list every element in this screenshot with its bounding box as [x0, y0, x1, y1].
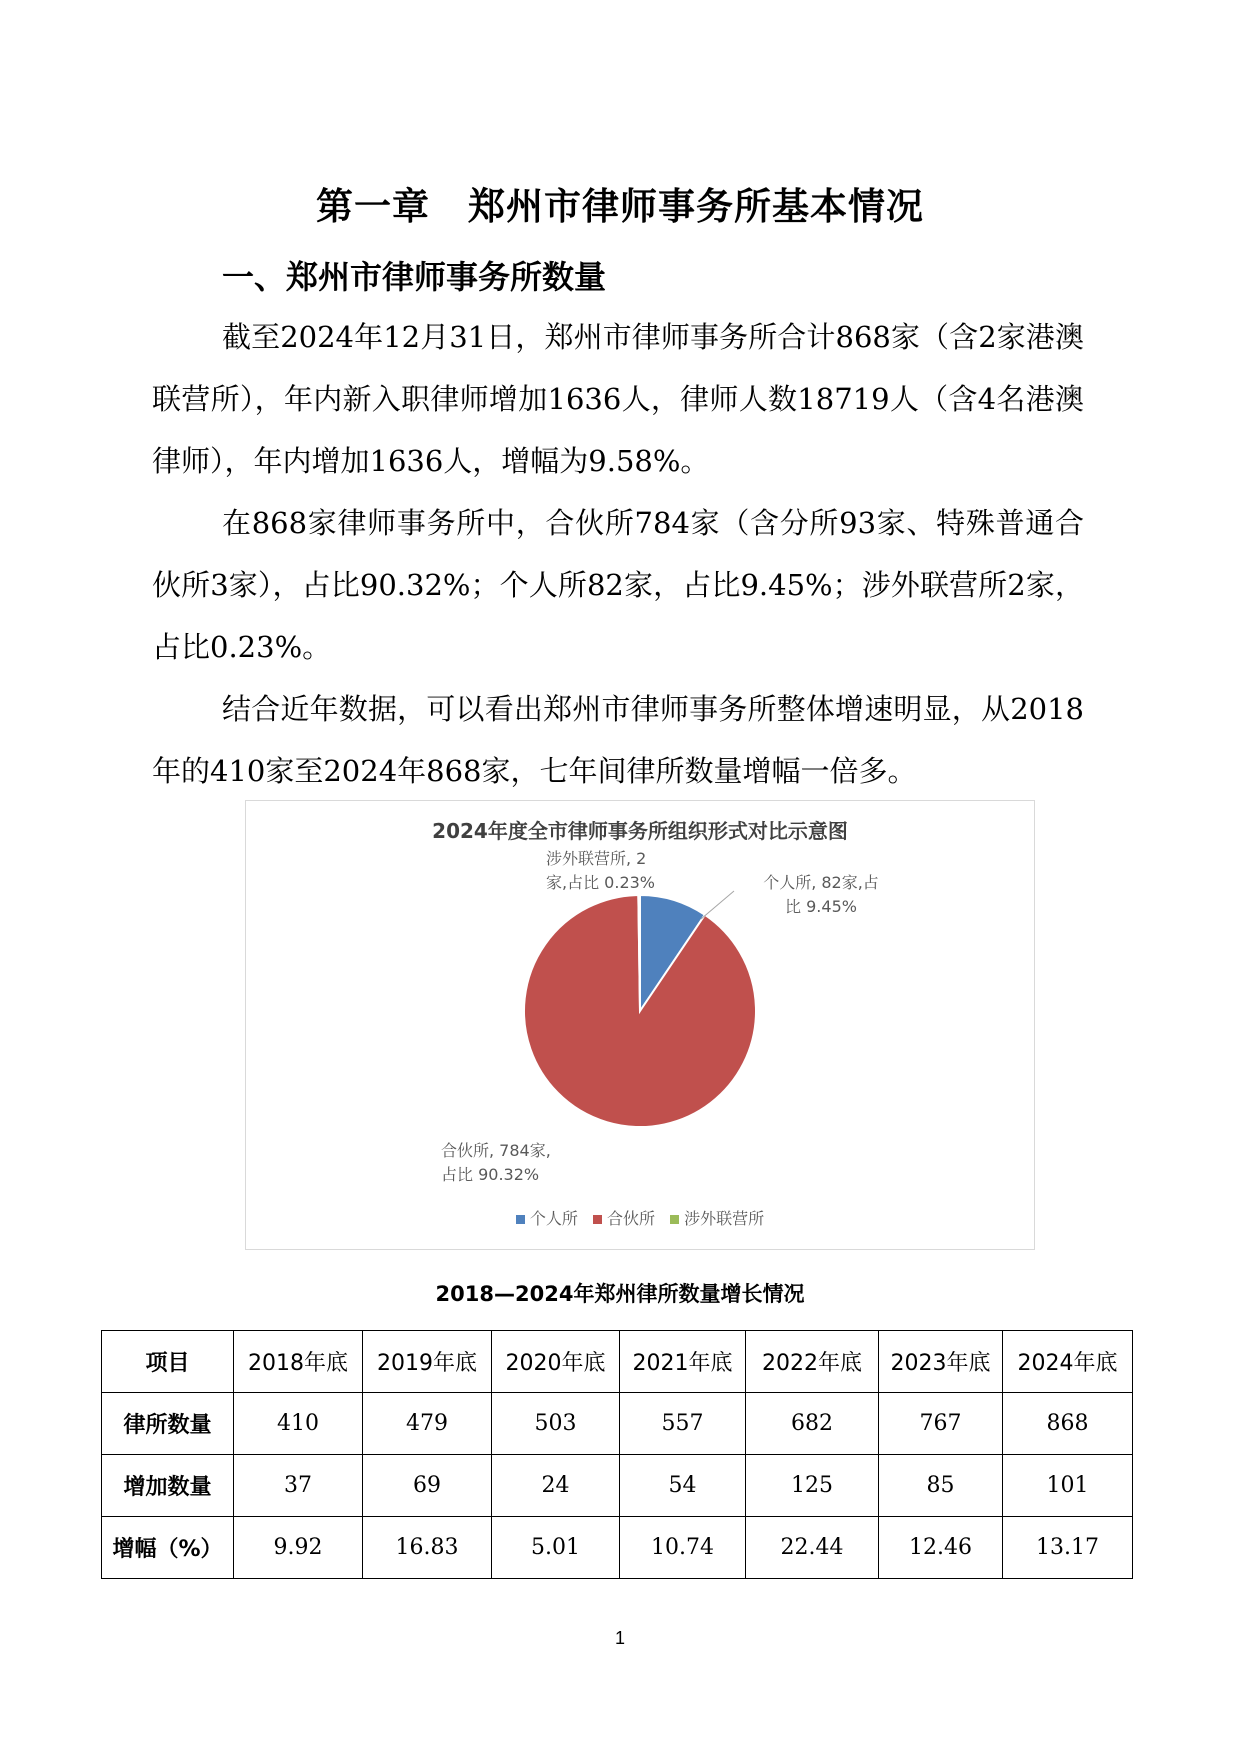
legend-swatch-personal — [516, 1215, 525, 1224]
data-label-partner-line1: 合伙所, 784家, — [441, 1141, 551, 1160]
paragraph-2: 在868家律师事务所中，合伙所784家（含分所93家、特殊普通合伙所3家），占比90.32%；个人所82家，占比9.45%；涉外联营所2家，占比0.23%。 — [152, 506, 1084, 664]
table-cell: 85 — [879, 1455, 1003, 1517]
table-cell: 24 — [492, 1455, 620, 1517]
table-cell: 479 — [363, 1393, 492, 1455]
data-label-foreign — [546, 847, 711, 895]
legend-swatch-foreign — [670, 1215, 679, 1224]
page-number: 1 — [614, 1628, 625, 1648]
table-cell: 54 — [620, 1455, 746, 1517]
legend-item-personal — [516, 1206, 578, 1229]
table-header-cell: 2020年底 — [492, 1331, 620, 1393]
table-header-row — [102, 1331, 1133, 1393]
table-cell: 13.17 — [1003, 1517, 1133, 1579]
table-caption: 2018—2024年郑州律所数量增长情况 — [435, 1282, 805, 1306]
data-label-partner — [441, 1139, 581, 1187]
table-row-label: 增幅（%） — [102, 1517, 234, 1579]
legend-label-partner: 合伙所 — [606, 1209, 655, 1228]
data-label-personal-line1: 个人所, 82家,占 — [763, 873, 879, 892]
table-cell: 557 — [620, 1393, 746, 1455]
growth-table — [101, 1330, 1133, 1579]
paragraph-1: 截至2024年12月31日，郑州市律师事务所合计868家（含2家港澳联营所），年内新入职律师增加1636人，律师人数18719人（含4名港澳律师），年内增加1636人，增幅为9.58%。 — [152, 320, 1084, 478]
table-header-cell: 2022年底 — [746, 1331, 879, 1393]
table-cell: 101 — [1003, 1455, 1133, 1517]
chapter-title: 第一章 郑州市律师事务所基本情况 — [316, 185, 924, 228]
table-cell: 682 — [746, 1393, 879, 1455]
table-cell: 767 — [879, 1393, 1003, 1455]
table-cell: 5.01 — [492, 1517, 620, 1579]
table-cell: 125 — [746, 1455, 879, 1517]
table-header-cell: 2021年底 — [620, 1331, 746, 1393]
legend-item-partner — [593, 1206, 655, 1229]
data-label-foreign-line1: 涉外联营所, 2 — [546, 849, 647, 868]
table-cell: 12.46 — [879, 1517, 1003, 1579]
leader-line-personal — [701, 891, 734, 919]
table-cell: 9.92 — [234, 1517, 363, 1579]
table-cell: 37 — [234, 1455, 363, 1517]
table-cell: 22.44 — [746, 1517, 879, 1579]
table-cell: 503 — [492, 1393, 620, 1455]
table-row — [102, 1393, 1133, 1455]
chart-title: 2024年度全市律师事务所组织形式对比示意图 — [432, 819, 848, 843]
legend-item-foreign — [670, 1206, 764, 1229]
table-cell: 16.83 — [363, 1517, 492, 1579]
table-cell: 69 — [363, 1455, 492, 1517]
pie-chart — [245, 800, 1035, 1250]
table-header-cell: 2023年底 — [879, 1331, 1003, 1393]
data-label-foreign-line2: 家,占比 0.23% — [546, 873, 656, 892]
section-title: 一、郑州市律师事务所数量 — [222, 258, 607, 296]
table-row — [102, 1455, 1133, 1517]
table-header-cell: 项目 — [102, 1331, 234, 1393]
table-header-cell: 2019年底 — [363, 1331, 492, 1393]
legend-swatch-partner — [593, 1215, 602, 1224]
table-row-label: 律所数量 — [102, 1393, 234, 1455]
table-cell: 868 — [1003, 1393, 1133, 1455]
table-row — [102, 1517, 1133, 1579]
table-header-cell: 2018年底 — [234, 1331, 363, 1393]
legend-label-foreign: 涉外联营所 — [684, 1209, 765, 1228]
table-cell: 10.74 — [620, 1517, 746, 1579]
legend-label-personal: 个人所 — [529, 1209, 578, 1228]
data-label-personal-line2: 比 9.45% — [785, 897, 857, 916]
data-label-personal — [736, 871, 906, 919]
chart-legend — [246, 1206, 1034, 1229]
table-cell: 410 — [234, 1393, 363, 1455]
table-row-label: 增加数量 — [102, 1455, 234, 1517]
data-label-partner-line2: 占比 90.32% — [441, 1165, 540, 1184]
paragraph-3: 结合近年数据，可以看出郑州市律师事务所整体增速明显，从2018年的410家至2024年868家，七年间律所数量增幅一倍多。 — [152, 692, 1084, 788]
table-header-cell: 2024年底 — [1003, 1331, 1133, 1393]
